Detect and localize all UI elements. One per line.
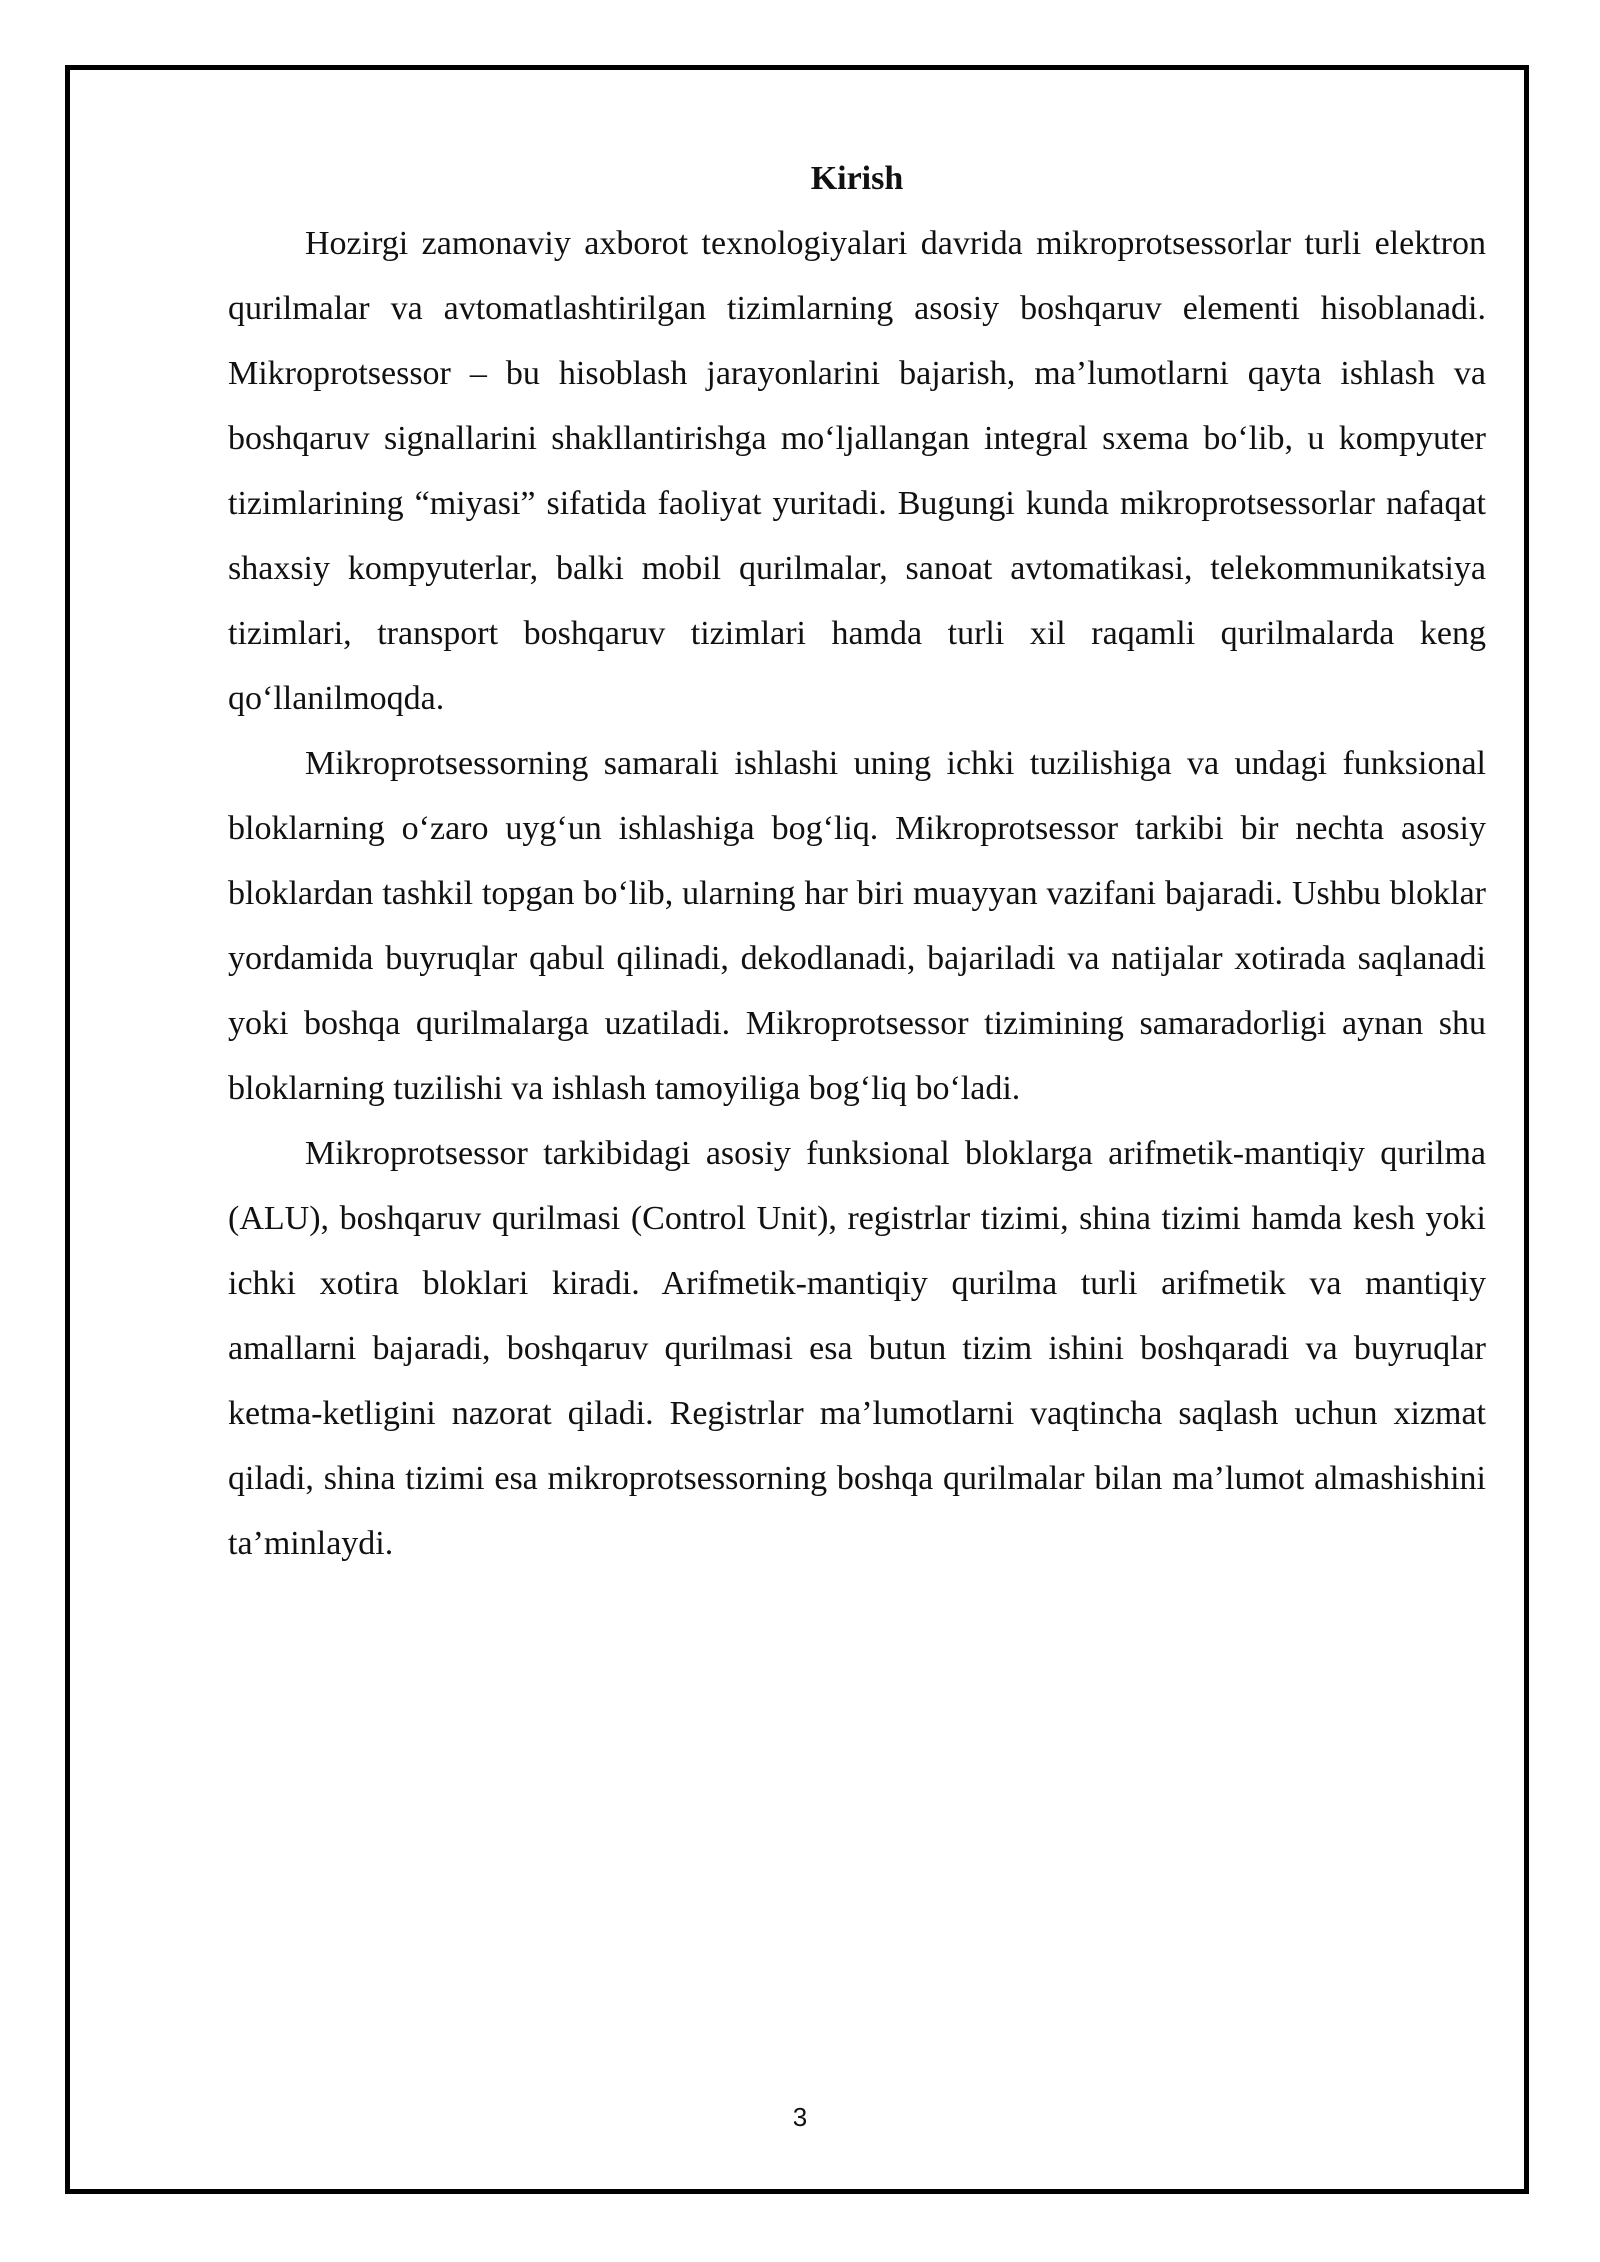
section-title: Kirish [810, 160, 904, 197]
document-body [228, 146, 1486, 1576]
paragraph-2: Mikroprotsessorning samarali ishlashi uning ichki tuzilishiga va undagi funksional bloklarning o‘zaro uyg‘un ishlashiga bog‘liq. Mikroprotsessor tarkibi bir nechta asosiy bloklardan tashkil topgan bo‘lib, ularning har biri muayyan vazifani bajaradi. Ushbu bloklar yordamida buyruqlar qabul qilinadi, dekodlanadi, bajariladi va natijalar xotirada saqlanadi yoki boshqa qurilmalarga uzatiladi. Mikroprotsessor tizimining samaradorligi aynan shu bloklarning tuzilishi va ishlash tamoyiliga bog‘liq bo‘ladi. [228, 745, 1486, 1107]
paragraph-1: Hozirgi zamonaviy axborot texnologiyalari davrida mikroprotsessorlar turli elektron qurilmalar va avtomatlashtirilgan tizimlarning asosiy boshqaruv elementi hisoblanadi. Mikroprotsessor – bu hisoblash jarayonlarini bajarish, ma’lumotlarni qayta ishlash va boshqaruv signallarini shakllantirishga mo‘ljallangan integral sxema bo‘lib, u kompyuter tizimlarining “miyasi” sifatida faoliyat yuritadi. Bugungi kunda mikroprotsessorlar nafaqat shaxsiy kompyuterlar, balki mobil qurilmalar, sanoat avtomatikasi, telekommunikatsiya tizimlari, transport boshqaruv tizimlari hamda turli xil raqamli qurilmalarda keng qo‘llanilmoqda. [228, 225, 1486, 717]
paragraph-3: Mikroprotsessor tarkibidagi asosiy funksional bloklarga arifmetik-mantiqiy qurilma (ALU), boshqaruv qurilmasi (Control Unit), registrlar tizimi, shina tizimi hamda kesh yoki ichki xotira bloklari kiradi. Arifmetik-mantiqiy qurilma turli arifmetik va mantiqiy amallarni bajaradi, boshqaruv qurilmasi esa butun tizim ishini boshqaradi va buyruqlar ketma-ketligini nazorat qiladi. Registrlar ma’lumotlarni vaqtincha saqlash uchun xizmat qiladi, shina tizimi esa mikroprotsessorning boshqa qurilmalar bilan ma’lumot almashishini ta’minlaydi. [228, 1135, 1486, 1562]
page-number: 3 [792, 2102, 808, 2132]
